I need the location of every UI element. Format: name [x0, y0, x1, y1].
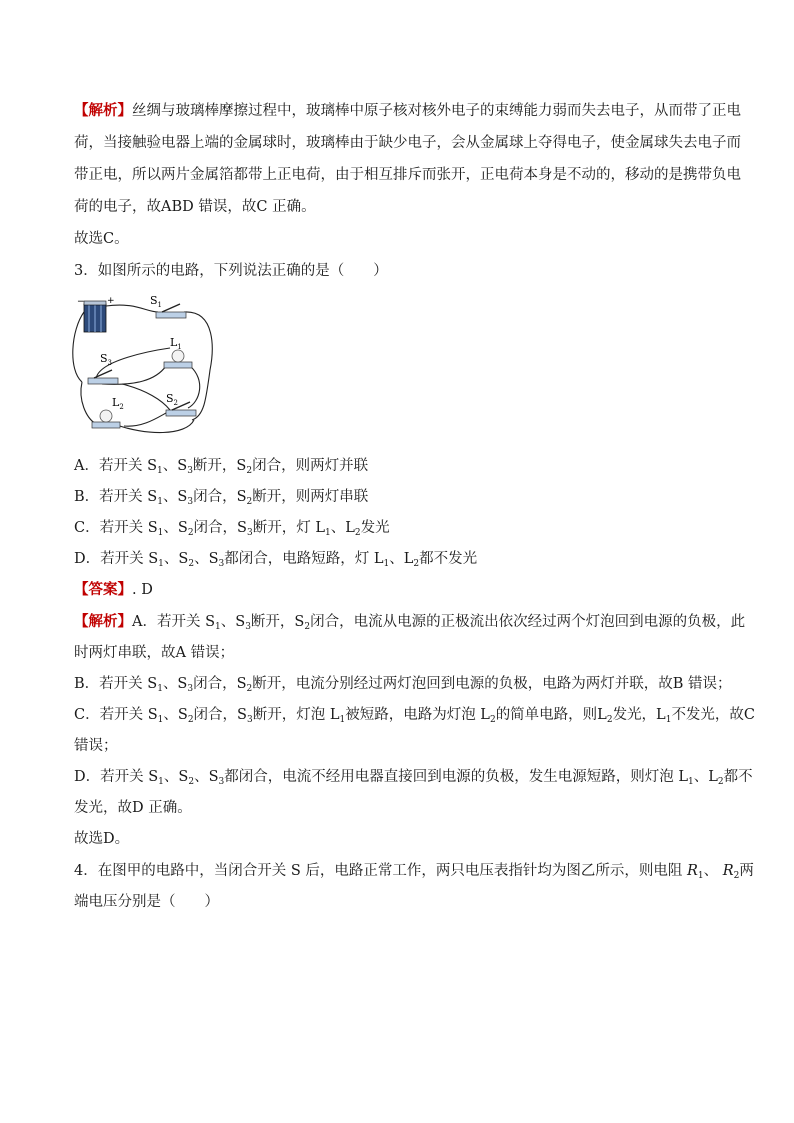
analysis-line-1: 【解析】丝绸与玻璃棒摩擦过程中，玻璃棒中原子核对核外电子的束缚能力弱而失去电子，从而带了正电	[74, 102, 741, 119]
analysis-a-line-2: 时两灯串联，故A 错误；	[74, 645, 235, 661]
switch-s3-icon	[88, 370, 118, 384]
battery-icon	[84, 301, 106, 332]
question-4-line-1: 4．在图甲的电路中，当闭合开关 S 后，电路正常工作，两只电压表指针均为图乙所示，则电阻 $R_1$、 $R_2$两	[74, 863, 754, 881]
battery-minus-label: −	[77, 297, 85, 307]
analysis-c-line-1: C．若开关 $S_1$、$S_2$闭合，$S_3$断开，灯泡 $L_1$被短路，电路为灯泡 $L_2$的简单电路，则$L_2$发光，$L_1$不发光，故C	[74, 707, 756, 725]
analysis-b-line: B．若开关 $S_1$、$S_3$闭合，$S_2$断开，电流分别经过两灯泡回到电源的负极，电路为两灯并联，故B 错误；	[74, 676, 732, 694]
option-a: A．若开关 $S_1$、$S_3$断开，$S_2$闭合，则两灯并联	[74, 458, 369, 476]
conclusion-q3: 故选D。	[74, 831, 130, 847]
option-c: C．若开关 $S_1$、$S_2$闭合，$S_3$断开，灯 $L_1$、$L_2$发光	[74, 520, 390, 538]
battery-plus-label: +	[107, 296, 115, 306]
conclusion-prev: 故选C。	[74, 231, 129, 247]
switch-s2-label: $S_2$	[166, 392, 179, 407]
lamp-l1-label: $L_1$	[170, 336, 182, 351]
lamp-l1-icon	[164, 350, 192, 368]
switch-s3-label: $S_3$	[100, 352, 113, 367]
analysis-line-2: 荷，当接触验电器上端的金属球时，玻璃棒由于缺少电子，会从金属球上夺得电子，使金属球失去电子而	[74, 135, 741, 151]
analysis-line-3: 带正电，所以两片金属箔都带上正电荷，由于相互排斥而张开，正电荷本身是不动的，移动的是携带负电	[74, 167, 741, 183]
analysis-tag-q3: 【解析】	[74, 613, 132, 630]
option-d: D．若开关 $S_1$、$S_2$、$S_3$都闭合，电路短路，灯 $L_1$、$L_2$都不发光	[74, 551, 478, 569]
question-4-line-2: 端电压分别是（ ）	[74, 894, 219, 910]
question-3-stem: 3．如图所示的电路，下列说法正确的是（ ）	[74, 263, 388, 279]
option-b: B．若开关 $S_1$、$S_3$闭合，$S_2$断开，则两灯串联	[74, 489, 369, 507]
lamp-l2-icon	[92, 410, 120, 428]
analysis-d-line-1: D．若开关 $S_1$、$S_2$、$S_3$都闭合，电流不经用电器直接回到电源的负极，发生电源短路，则灯泡 $L_1$、$L_2$都不	[74, 769, 753, 787]
analysis-c-line-2: 错误；	[74, 738, 118, 754]
analysis-line-4: 荷的电子，故ABD 错误，故C 正确。	[74, 199, 316, 215]
analysis-a-line-1: 【解析】A．若开关 $S_1$、$S_3$断开，$S_2$闭合，电流从电源的正极流出依次经过两个灯泡回到电源的负极，此	[74, 613, 746, 632]
analysis-tag: 【解析】	[74, 102, 132, 119]
switch-s1-label: $S_1$	[150, 294, 163, 309]
lamp-l2-label: $L_2$	[112, 396, 124, 411]
analysis-d-line-2: 发光，故D 正确。	[74, 800, 192, 816]
answer-tag: 【答案】	[74, 581, 132, 598]
answer-line: 【答案】. D	[74, 581, 153, 598]
circuit-diagram	[66, 290, 216, 440]
